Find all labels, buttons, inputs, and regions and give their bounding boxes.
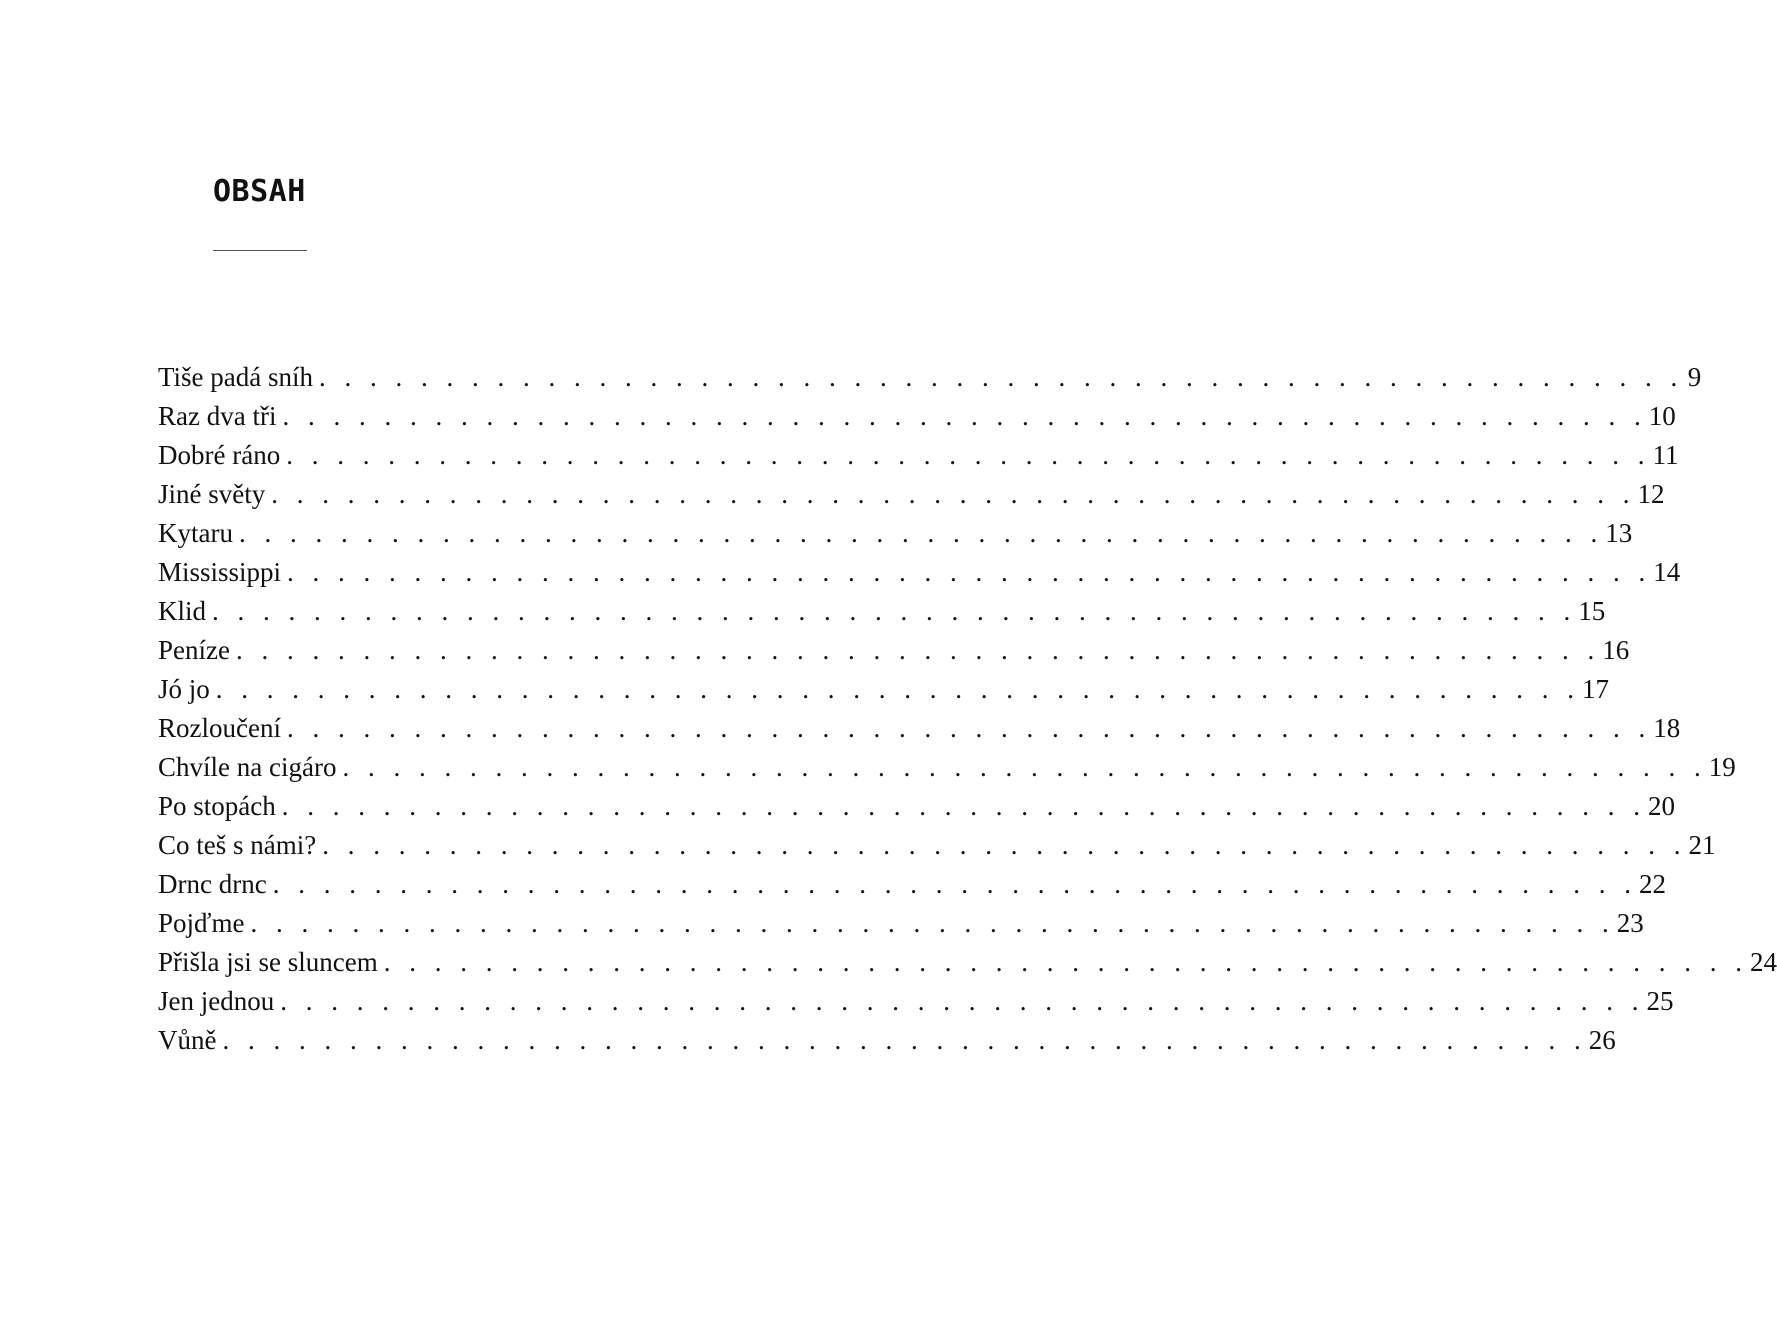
toc-entry-page: 13 — [1605, 518, 1633, 548]
toc-entry — [158, 670, 1610, 709]
toc-entry-page: 10 — [1648, 401, 1676, 431]
toc-entry-title: Jiné světy — [158, 479, 266, 509]
toc-entry-page: 16 — [1602, 635, 1630, 665]
toc-dot-leader: . . . . . . . . . . . . . . . . . . . . . . . . . . . . . . . . . . . . . . . . . . . . . . . . . . . . . . — [281, 791, 1646, 821]
toc-entry — [158, 904, 1644, 943]
toc-entry — [158, 514, 1633, 553]
toc-entry-page: 21 — [1688, 830, 1716, 860]
toc-entry-title: Dobré ráno — [158, 440, 281, 470]
toc-entry — [158, 826, 1716, 865]
toc-entry — [158, 631, 1630, 670]
toc-dot-leader: . . . . . . . . . . . . . . . . . . . . . . . . . . . . . . . . . . . . . . . . . . . . . . . . . . . . . . — [250, 908, 1615, 938]
toc-dot-leader: . . . . . . . . . . . . . . . . . . . . . . . . . . . . . . . . . . . . . . . . . . . . . . . . . . . . . . — [383, 947, 1748, 977]
toc-entry-title: Tiše padá sníh — [158, 362, 314, 392]
toc-entry — [158, 592, 1606, 631]
toc-entry-title: Co teš s námi? — [158, 830, 317, 860]
toc-entry-page: 15 — [1578, 596, 1606, 626]
toc-entry-page: 11 — [1652, 440, 1679, 470]
toc-entry-title: Raz dva tři — [158, 401, 277, 431]
toc-dot-leader: . . . . . . . . . . . . . . . . . . . . . . . . . . . . . . . . . . . . . . . . . . . . . . . . . . . . . . — [286, 713, 1652, 743]
toc-entry — [158, 397, 1676, 436]
toc-entry-page: 22 — [1638, 869, 1666, 899]
toc-entry — [158, 553, 1681, 592]
toc-entry-title: Pojďme — [158, 908, 245, 938]
toc-entry-title: Kytaru — [158, 518, 233, 548]
toc-entry-title: Chvíle na cigáro — [158, 752, 337, 782]
toc-dot-leader: . . . . . . . . . . . . . . . . . . . . . . . . . . . . . . . . . . . . . . . . . . . . . . . . . . . . . . — [322, 830, 1687, 860]
page-title: OBSAH — [213, 174, 306, 209]
toc-entry-page: 14 — [1653, 557, 1681, 587]
toc-entry-title: Vůně — [158, 1025, 217, 1055]
toc-dot-leader: . . . . . . . . . . . . . . . . . . . . . . . . . . . . . . . . . . . . . . . . . . . . . . . . . . . . . . — [212, 596, 1577, 626]
toc-entry-title: Rozloučení — [158, 713, 281, 743]
toc-entry-page: 17 — [1582, 674, 1610, 704]
toc-dot-leader: . . . . . . . . . . . . . . . . . . . . . . . . . . . . . . . . . . . . . . . . . . . . . . . . . . . . . . — [235, 635, 1601, 665]
toc-dot-leader: . . . . . . . . . . . . . . . . . . . . . . . . . . . . . . . . . . . . . . . . . . . . . . . . . . . . . . — [280, 986, 1645, 1016]
toc-entry-title: Přišla jsi se sluncem — [158, 947, 378, 977]
toc-entry — [158, 982, 1674, 1021]
toc-entry — [158, 475, 1665, 514]
toc-dot-leader: . . . . . . . . . . . . . . . . . . . . . . . . . . . . . . . . . . . . . . . . . . . . . . . . . . . . . . — [287, 557, 1652, 587]
toc-entry — [158, 709, 1681, 748]
toc-dot-leader: . . . . . . . . . . . . . . . . . . . . . . . . . . . . . . . . . . . . . . . . . . . . . . . . . . . . . . — [271, 479, 1636, 509]
toc-dot-leader: . . . . . . . . . . . . . . . . . . . . . . . . . . . . . . . . . . . . . . . . . . . . . . . . . . . . . . — [215, 674, 1581, 704]
toc-entry — [158, 787, 1675, 826]
toc-entry-page: 19 — [1708, 752, 1736, 782]
toc-entry-page: 23 — [1616, 908, 1644, 938]
title-underline — [213, 250, 307, 251]
toc-dot-leader: . . . . . . . . . . . . . . . . . . . . . . . . . . . . . . . . . . . . . . . . . . . . . . . . . . . . . . — [319, 362, 1684, 392]
toc-entry-title: Drnc drnc — [158, 869, 267, 899]
toc-entry-title: Mississippi — [158, 557, 282, 587]
table-of-contents — [158, 358, 1777, 1060]
toc-entry-page: 20 — [1648, 791, 1675, 821]
toc-dot-leader: . . . . . . . . . . . . . . . . . . . . . . . . . . . . . . . . . . . . . . . . . . . . . . . . . . . . . . — [286, 440, 1651, 470]
toc-entry-page: 24 — [1749, 947, 1777, 977]
toc-entry-page: 12 — [1637, 479, 1665, 509]
toc-entry — [158, 865, 1666, 904]
toc-dot-leader: . . . . . . . . . . . . . . . . . . . . . . . . . . . . . . . . . . . . . . . . . . . . . . . . . . . . . . — [222, 1025, 1587, 1055]
toc-entry-page: 18 — [1653, 713, 1681, 743]
toc-entry — [158, 748, 1736, 787]
toc-dot-leader: . . . . . . . . . . . . . . . . . . . . . . . . . . . . . . . . . . . . . . . . . . . . . . . . . . . . . . — [272, 869, 1637, 899]
toc-entry — [158, 358, 1702, 397]
toc-entry — [158, 1021, 1616, 1060]
toc-entry-title: Peníze — [158, 635, 230, 665]
toc-entry-title: Jen jednou — [158, 986, 275, 1016]
toc-entry-page: 26 — [1588, 1025, 1616, 1055]
toc-entry-title: Po stopách — [158, 791, 276, 821]
toc-dot-leader: . . . . . . . . . . . . . . . . . . . . . . . . . . . . . . . . . . . . . . . . . . . . . . . . . . . . . . — [342, 752, 1707, 782]
toc-entry-title: Jó jo — [158, 674, 210, 704]
toc-entry-title: Klid — [158, 596, 207, 626]
toc-entry — [158, 436, 1679, 475]
toc-dot-leader: . . . . . . . . . . . . . . . . . . . . . . . . . . . . . . . . . . . . . . . . . . . . . . . . . . . . . . — [282, 401, 1647, 431]
toc-entry-page: 9 — [1687, 362, 1702, 392]
toc-dot-leader: . . . . . . . . . . . . . . . . . . . . . . . . . . . . . . . . . . . . . . . . . . . . . . . . . . . . . . — [238, 518, 1604, 548]
toc-entry — [158, 943, 1777, 982]
toc-entry-page: 25 — [1646, 986, 1674, 1016]
